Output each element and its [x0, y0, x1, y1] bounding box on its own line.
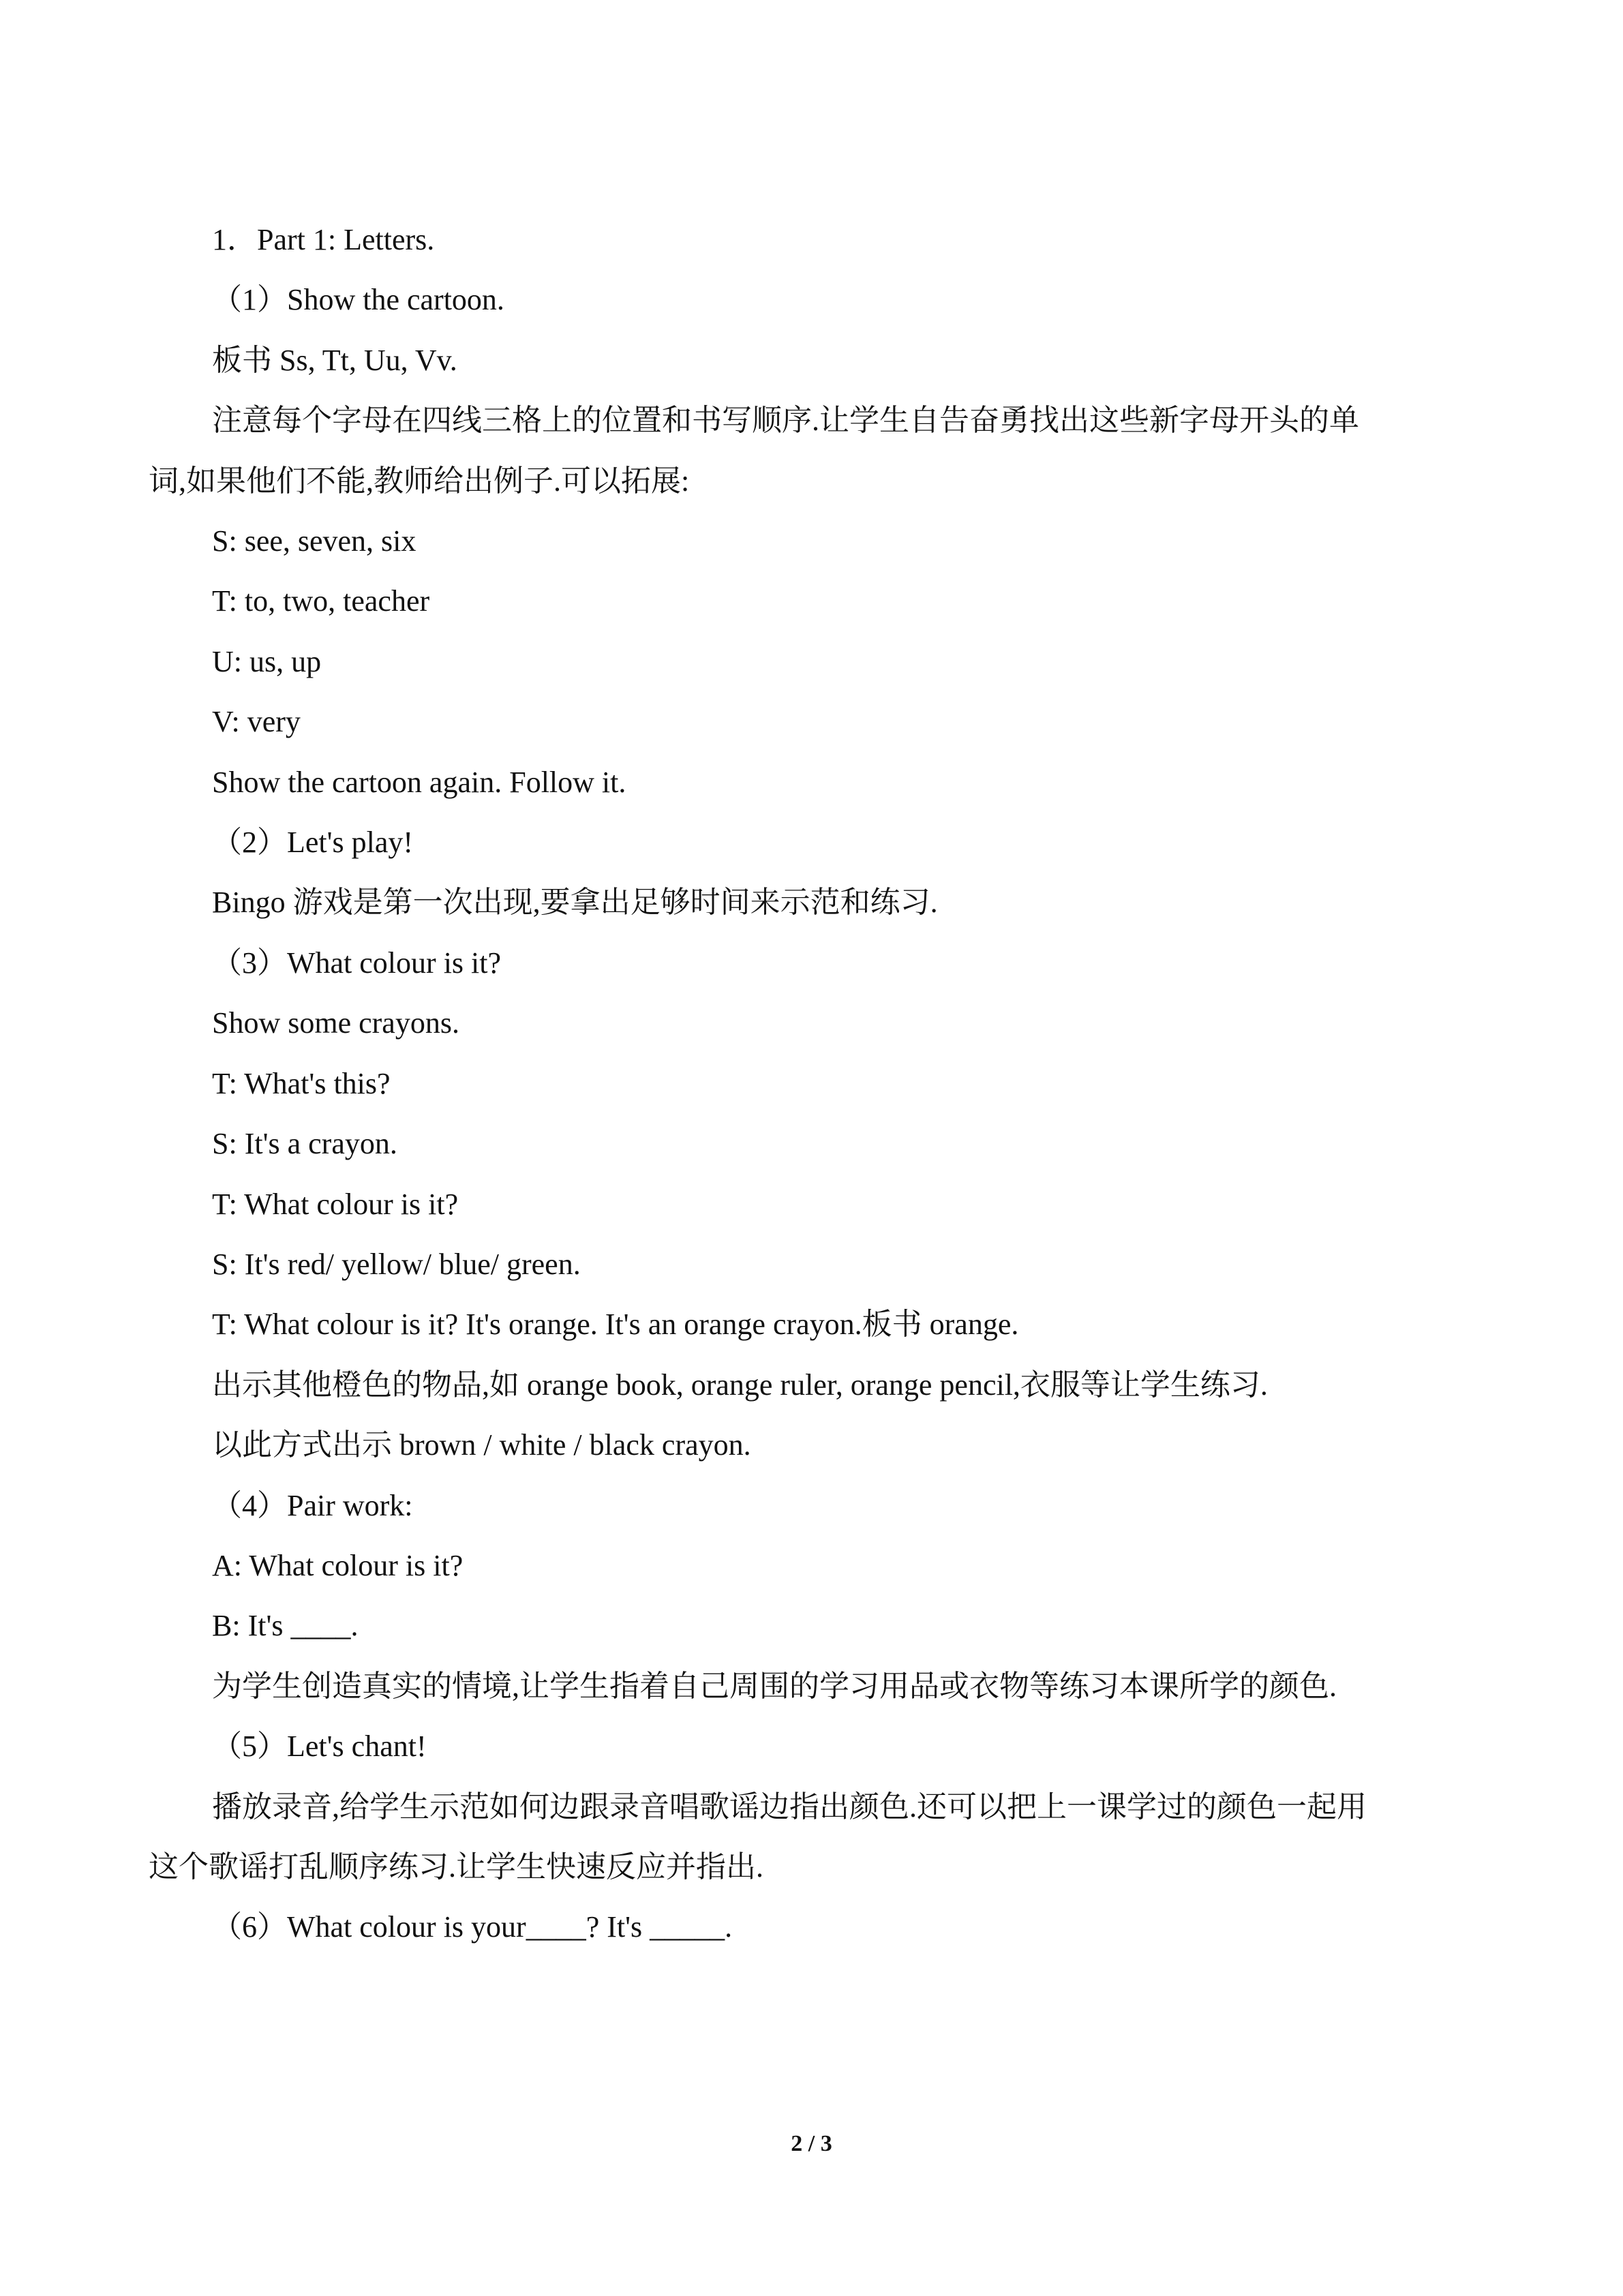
page-number: 2 / 3 [791, 2131, 832, 2156]
example-line: V: very [212, 705, 301, 739]
paragraph-line: 板书 Ss, Tt, Uu, Vv. [212, 343, 457, 377]
paragraph-line: 这个歌谣打乱顺序练习.让学生快速反应并指出. [149, 1849, 763, 1884]
dialogue-line: S: It's red/ yellow/ blue/ green. [212, 1247, 581, 1281]
example-line: S: see, seven, six [212, 524, 416, 558]
dialogue-line: B: It's ____. [212, 1609, 359, 1643]
paragraph-line: 词,如果他们不能,教师给出例子.可以拓展: [149, 464, 690, 498]
paragraph-line: Show some crayons. [212, 1006, 459, 1040]
document-body [149, 210, 1478, 1958]
dialogue-line: S: It's a crayon. [212, 1127, 397, 1161]
subsection-heading: （2）Let's play! [212, 826, 414, 860]
dialogue-line: A: What colour is it? [212, 1548, 464, 1582]
subsection-heading: （4）Pair work: [212, 1488, 413, 1522]
paragraph-line: 为学生创造真实的情境,让学生指着自己周围的学习用品或衣物等练习本课所学的颜色. [212, 1669, 1337, 1703]
dialogue-line: T: What colour is it? It's orange. It's an orange crayon.板书 orange. [212, 1308, 1019, 1342]
paragraph-line: 播放录音,给学生示范如何边跟录音唱歌谣边指出颜色.还可以把上一课学过的颜色一起用 [212, 1789, 1367, 1824]
subsection-heading: （3）What colour is it? [212, 946, 502, 980]
dialogue-line: T: What colour is it? [212, 1187, 459, 1221]
example-line: T: to, two, teacher [212, 584, 430, 618]
dialogue-line: T: What's this? [212, 1066, 391, 1100]
subsection-heading: （1）Show the cartoon. [212, 283, 504, 317]
paragraph-line: 以此方式出示 brown / white / black crayon. [212, 1428, 751, 1462]
example-line: U: us, up [212, 644, 322, 678]
paragraph-line: Bingo 游戏是第一次出现,要拿出足够时间来示范和练习. [212, 886, 938, 920]
section-heading: 1．Part 1: Letters. [212, 223, 435, 256]
paragraph-line: Show the cartoon again. Follow it. [212, 765, 626, 799]
paragraph-line: 出示其他橙色的物品,如 orange book, orange ruler, orange pencil,衣服等让学生练习. [212, 1368, 1268, 1402]
paragraph-line: 注意每个字母在四线三格上的位置和书写顺序.让学生自告奋勇找出这些新字母开头的单 [212, 404, 1359, 438]
subsection-heading: （5）Let's chant! [212, 1729, 427, 1764]
subsection-heading: （6）What colour is your____? It's _____. [212, 1910, 733, 1944]
